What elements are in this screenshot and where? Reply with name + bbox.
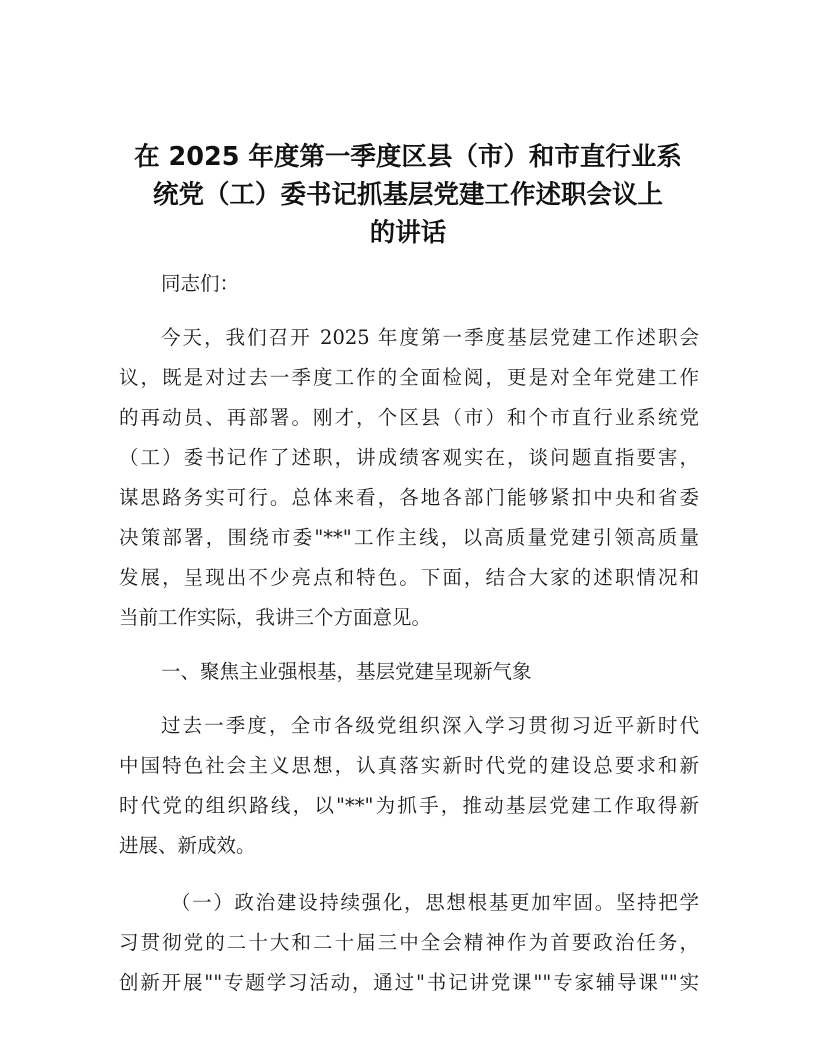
title-line-1: 在 2025 年度第一季度区县（市）和市直行业系: [134, 142, 682, 172]
title-line-2: 统党（工）委书记抓基层党建工作述职会议上: [152, 180, 663, 210]
text-line: 当前工作实际，我讲三个方面意见。: [119, 606, 432, 629]
text-line: 谋思路务实可行。总体来看，各地各部门能够紧扣中央和省委: [119, 486, 699, 509]
text-line: 议，既是对过去一季度工作的全面检阅，更是对全年党建工作: [119, 366, 699, 389]
text-line: （一）政治建设持续强化，思想根基更加牢固。坚持把学: [171, 891, 699, 914]
text-line: 进展、新成效。: [119, 834, 256, 857]
section-heading-1: [119, 652, 699, 692]
document-title: [108, 138, 708, 252]
paragraph-review: [119, 706, 699, 866]
text-line: 的再动员、再部署。刚才，个区县（市）和个市直行业系统党: [119, 406, 699, 429]
paragraph-opening: [119, 318, 699, 638]
text-line: 习贯彻党的二十大和二十届三中全会精神作为首要政治任务，: [119, 931, 699, 954]
title-line-3: 的讲话: [369, 218, 447, 248]
paragraph-political-building: [119, 883, 699, 1003]
salutation: [119, 264, 699, 304]
text-line: 时代党的组织路线，以"**"为抓手，推动基层党建工作取得新: [119, 794, 699, 817]
text-line: 中国特色社会主义思想，认真落实新时代党的建设总要求和新: [119, 754, 699, 777]
text-line: 创新开展""专题学习活动，通过"书记讲党课""专家辅导课""实: [119, 971, 699, 994]
text-line: 决策部署，围绕市委"**"工作主线，以高质量党建引领高质量: [119, 526, 699, 549]
text-line: （工）委书记作了述职，讲成绩客观实在，谈问题直指要害，: [119, 446, 699, 469]
text-line: 发展，呈现出不少亮点和特色。下面，结合大家的述职情况和: [119, 566, 699, 589]
text-line: 今天，我们召开 2025 年度第一季度基层党建工作述职会: [161, 326, 699, 349]
heading-text: 一、聚焦主业强根基，基层党建呈现新气象: [161, 660, 532, 683]
document-body: [119, 264, 699, 1003]
salutation-text: 同志们：: [161, 272, 240, 295]
text-line: 过去一季度，全市各级党组织深入学习贯彻习近平新时代: [161, 714, 699, 737]
